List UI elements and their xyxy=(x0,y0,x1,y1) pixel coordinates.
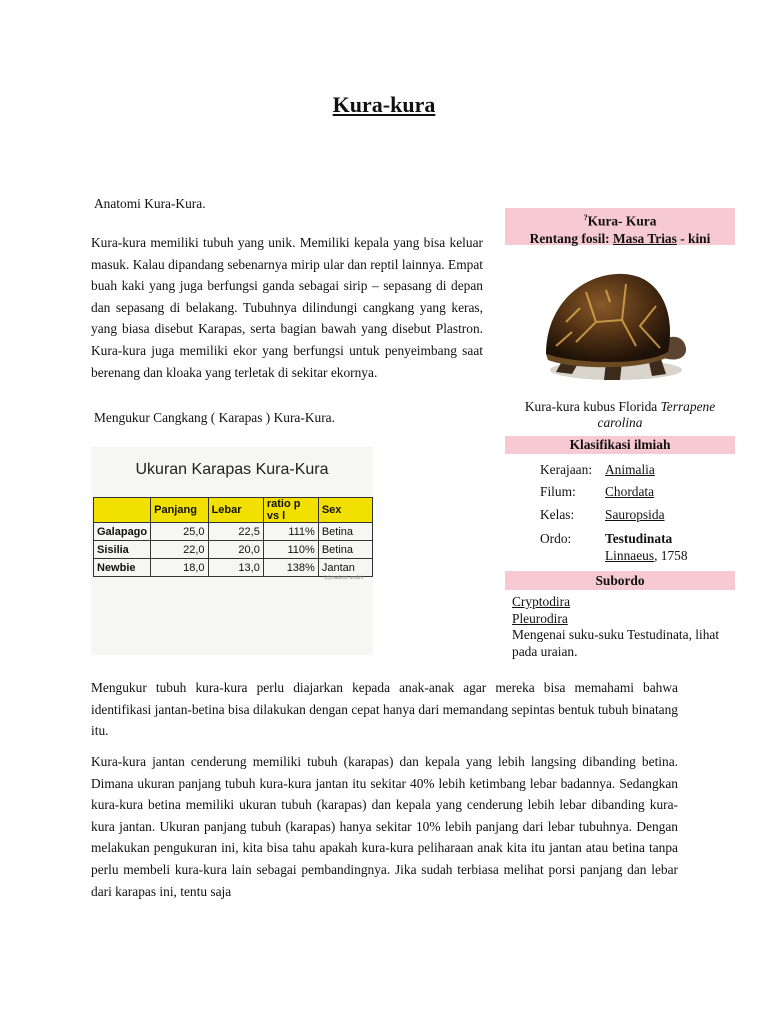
paragraph-male-female: Kura-kura jantan cenderung memiliki tubuh (karapas) dan kepala yang lebih langsing dibanding betina. Dimana ukuran panjang tubuh kura-kura jantan itu sekitar 40% lebih ketimbang lebar badannya. Sedangkan kura-kura betina memiliki ukuran tubuh (karapas) dan kepala yang cenderung lebih lebar dibanding kura-kura jantan. Ukuran panjang tubuh (karapas) hanya sekitar 10% lebih panjang dari lebar tubuhnya. Dengan melakukan pengukuran ini, kita bisa tahu apakah kura-kura peliharaan anak kita itu jantan atau betina tanpa perlu membeli kura-kura lain sebagai pembandingnya. Jika sudah terbiasa melihat porsi panjang dan lebar dari karapas ini, tentu saja xyxy=(91,754,678,899)
infobox-name: Kura- Kura xyxy=(587,213,657,229)
section-heading-measure: Mengukur Cangkang ( Karapas ) Kura-Kura. xyxy=(94,410,335,425)
order-author-link[interactable]: Linnaeus xyxy=(605,548,655,563)
table-cell: Jantan xyxy=(318,559,372,577)
caption-text: Kura-kura kubus Florida xyxy=(524,399,661,414)
table-header-cell xyxy=(94,498,151,523)
table-cell: Betina xyxy=(318,541,372,559)
table-header-cell: Lebar xyxy=(208,498,263,523)
infobox-header xyxy=(505,208,735,245)
table-title: Ukuran Karapas Kura-Kura xyxy=(135,461,329,478)
section-heading-anatomy: Anatomi Kura-Kura. xyxy=(94,196,206,211)
table-cell: 20,0 xyxy=(208,541,263,559)
table-cell: Newbie xyxy=(94,559,151,577)
class-label: Kelas: xyxy=(540,507,575,522)
karapas-table-image xyxy=(91,447,373,655)
table-cell: 110% xyxy=(263,541,318,559)
table-cell: 138% xyxy=(263,559,318,577)
infobox-sup[interactable]: ? xyxy=(583,213,588,222)
caption-species: Terrapene carolina xyxy=(597,399,716,430)
fossil-link[interactable]: Masa Trias xyxy=(612,231,677,247)
table-row xyxy=(94,523,373,541)
table-cell: Betina xyxy=(318,523,372,541)
kingdom-link[interactable]: Animalia xyxy=(605,462,655,477)
class-link[interactable]: Sauropsida xyxy=(605,507,665,522)
subordo-header: Subordo xyxy=(505,571,735,590)
subordo-note: Mengenai suku-suku Testudinata, lihat pada uraian. xyxy=(512,627,720,659)
table-cell: 22,0 xyxy=(151,541,208,559)
turtle-photo xyxy=(536,262,692,386)
row-phylum xyxy=(540,484,654,500)
paragraph-anatomy: Kura-kura memiliki tubuh yang unik. Memiliki kepala yang bisa keluar masuk. Kalau dipandang sebenarnya mirip ular dan reptil lainnya. Empat buah kaki yang juga berfungsi ganda sebagai sirip – sepasang di depan dan sepasang di belakang. Tubuhnya dilindungi cangkang yang keras, yang biasa disebut Karapas, serta bagian bawah yang disebut Plastron. Kura-kura juga memiliki ekor yang berfungsi untuk penyeimbang saat berenang dan kloaka yang terletak di sekitar ekornya. xyxy=(91,235,483,380)
table-row xyxy=(94,559,373,577)
table-credit: (c)madesri andini xyxy=(324,575,363,581)
table-header-cell: ratio p vs l xyxy=(263,498,318,523)
table-cell: 13,0 xyxy=(208,559,263,577)
table-cell: 25,0 xyxy=(151,523,208,541)
subordo-link-cryptodira[interactable]: Cryptodira xyxy=(512,594,571,609)
klasifikasi-header: Klasifikasi ilmiah xyxy=(505,436,735,454)
subordo-link-pleurodira[interactable]: Pleurodira xyxy=(512,610,568,626)
phylum-link[interactable]: Chordata xyxy=(605,484,655,499)
kingdom-label: Kerajaan: xyxy=(540,462,593,477)
table-header-cell: Panjang xyxy=(151,498,208,523)
table-cell: Sisilia xyxy=(94,541,151,559)
subordo-list xyxy=(512,594,737,660)
page-title: Kura-kura xyxy=(332,92,436,117)
fossil-label: Rentang fosil: xyxy=(529,231,613,247)
row-class xyxy=(540,507,665,523)
table-cell: Galapago xyxy=(94,523,151,541)
order-label: Ordo: xyxy=(540,531,572,546)
table-cell: 111% xyxy=(263,523,318,541)
table-cell: 18,0 xyxy=(151,559,208,577)
fossil-suffix: - kini xyxy=(676,231,711,247)
table-row xyxy=(94,541,373,559)
paragraph-teach: Mengukur tubuh kura-kura perlu diajarkan kepada anak-anak agar mereka bisa memahami bahwa identifikasi jantan-betina bisa dilakukan dengan cepat hanya dari memandang sepintas bentuk tubuh binatang itu. xyxy=(91,680,678,739)
karapas-table xyxy=(93,497,373,577)
image-caption xyxy=(505,399,735,431)
row-order xyxy=(540,530,688,564)
row-kingdom xyxy=(540,462,655,478)
table-header-cell: Sex xyxy=(318,498,372,523)
order-year: , 1758 xyxy=(654,548,688,563)
table-cell: 22,5 xyxy=(208,523,263,541)
phylum-label: Filum: xyxy=(540,484,576,499)
table-header-row xyxy=(94,498,373,523)
order-value: Testudinata xyxy=(605,531,673,546)
